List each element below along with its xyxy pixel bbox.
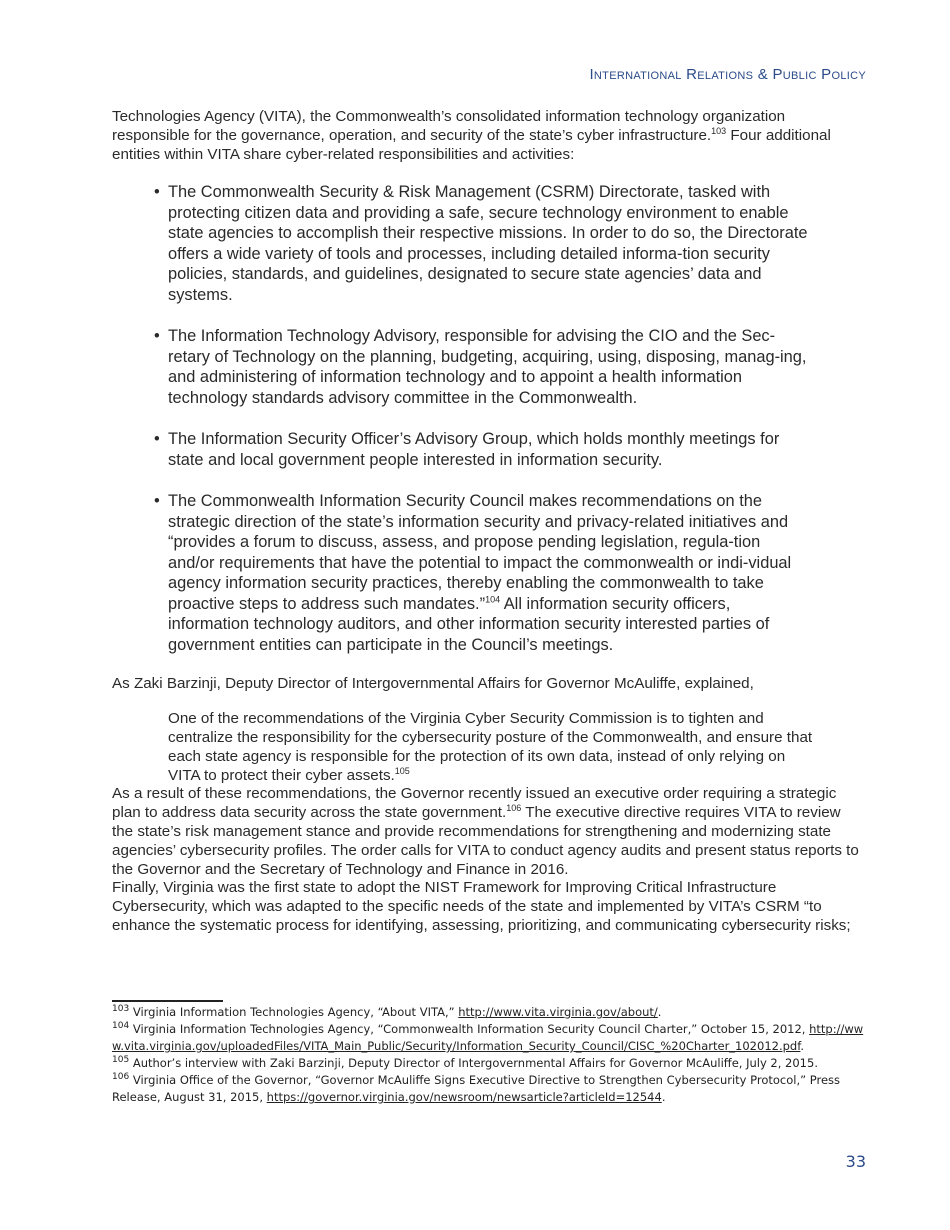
intro-paragraph: Technologies Agency (VITA), the Commonwealth’s consolidated information technology organization responsible for the governance, operation, and security of the state’s cyber infrastructure.$^{103}$ Four additional entities within VITA share cyber-related responsibilities and activities: [112,108,831,163]
running-header: International Relations & Public Policy [589,66,866,83]
list-item: • The Commonwealth Security & Risk Management (CSRM) Directorate, tasked with protecting citizen data and providing a safe, secure technology environment to enable state agencies to accomplish their respective missions. In order to do so, the Directorate offers a wide variety of tools and processes, including detailed informa-tion security policies, standards, and guidelines, designated to secure state agencies’ data and systems. [154,183,808,304]
paragraph: As a result of these recommendations, the Governor recently issued an executive order requiring a strategic plan to address data security across the state government.$^{106}$ The executive directive requires VITA to review the state’s risk management stance and provide recommendations for strengthening and modernizing state agencies’ cybersecurity profiles. The order calls for VITA to conduct agency audits and present status reports to the Governor and the Secretary of Technology and Finance in 2016. [112,785,859,878]
footnote-ref[interactable]: 104 [485,594,501,605]
block-quote: One of the recommendations of the Virginia Cyber Security Commission is to tighten and centralize the responsibility for the cybersecurity posture of the Commonwealth, and ensure that each state agency is responsible for the protection of its own data, instead of only relying on VITA to protect their cyber assets.$^{105}$ [168,710,813,784]
paragraph: Finally, Virginia was the first state to adopt the NIST Framework for Improving Critical Infrastructure Cybersecurity, which was adapted to the specific needs of the state and implemented by VITA’s CSRM “to enhance the systematic process for identifying, assessing, prioritizing, and communicating cybersecurity risks; [112,879,851,934]
footnote: $^{106}$ Virginia Office of the Governor, “Governor McAuliffe Signs Executive Directive to Strengthen Cybersecurity Protocol,” Press Release, August 31, 2015, https://governor.virginia.gov/newsroom/newsarticle?articleId=12544. [112,1072,841,1104]
footnote-link[interactable]: http://www.vita.virginia.gov/uploadedFiles/VITA_Main_Public/Security/Information_Security_Council/CISC_%20Charter_102012.pdf [112,1022,864,1053]
footnote-ref[interactable]: 106 [506,803,522,814]
list-item: • The Commonwealth Information Security Council makes recommendations on the strategic direction of the state’s information security and privacy-related initiatives and “provides a forum to discuss, assess, and propose pending legislation, regula-tion and/or requirements that have the potential to impact the commonwealth or indi-vidual agency information security practices, thereby enabling the commonwealth to take proactive steps to address such mandates.”$^{104}$ All information security officers, information technology auditors, and other information security interested parties of government entities can participate in the Council’s meetings. [154,492,792,654]
footnote: $^{105}$ Author’s interview with Zaki Barzinji, Deputy Director of Intergovernmental Affairs for Governor McAuliffe, July 2, 2015. [112,1055,818,1070]
footnote-ref[interactable]: 103 [711,125,727,136]
list-item: • The Information Technology Advisory, responsible for advising the CIO and the Sec-retary of Technology on the planning, budgeting, acquiring, using, disposing, manag-ing, and administering of information technology and to appoint a health information technology standards advisory committee in the Commonwealth. [154,327,807,407]
footnote-divider [112,1000,223,1002]
bullet-list [112,182,862,655]
footnote-link[interactable]: https://governor.virginia.gov/newsroom/newsarticle?articleId=12544 [266,1090,662,1104]
page-number: 33 [845,1152,866,1171]
main-content [112,108,862,936]
footnote: $^{103}$ Virginia Information Technologies Agency, “About VITA,” http://www.vita.virginia.gov/about/. [112,1004,662,1019]
list-item: • The Information Security Officer’s Advisory Group, which holds monthly meetings for state and local government people interested in information security. [154,430,780,469]
footnote: $^{104}$ Virginia Information Technologies Agency, “Commonwealth Information Security Council Charter,” October 15, 2012, http://www.vita.virginia.gov/uploadedFiles/VITA_Main_Public/Security/Information_Security_Council/CISC_%20Charter_102012.pdf. [112,1021,864,1053]
footnotes [112,1004,872,1106]
footnote-ref[interactable]: 105 [394,765,410,776]
footnote-link[interactable]: http://www.vita.virginia.gov/about/ [458,1005,658,1019]
quote-intro: As Zaki Barzinji, Deputy Director of Intergovernmental Affairs for Governor McAuliffe, explained, [112,675,754,693]
